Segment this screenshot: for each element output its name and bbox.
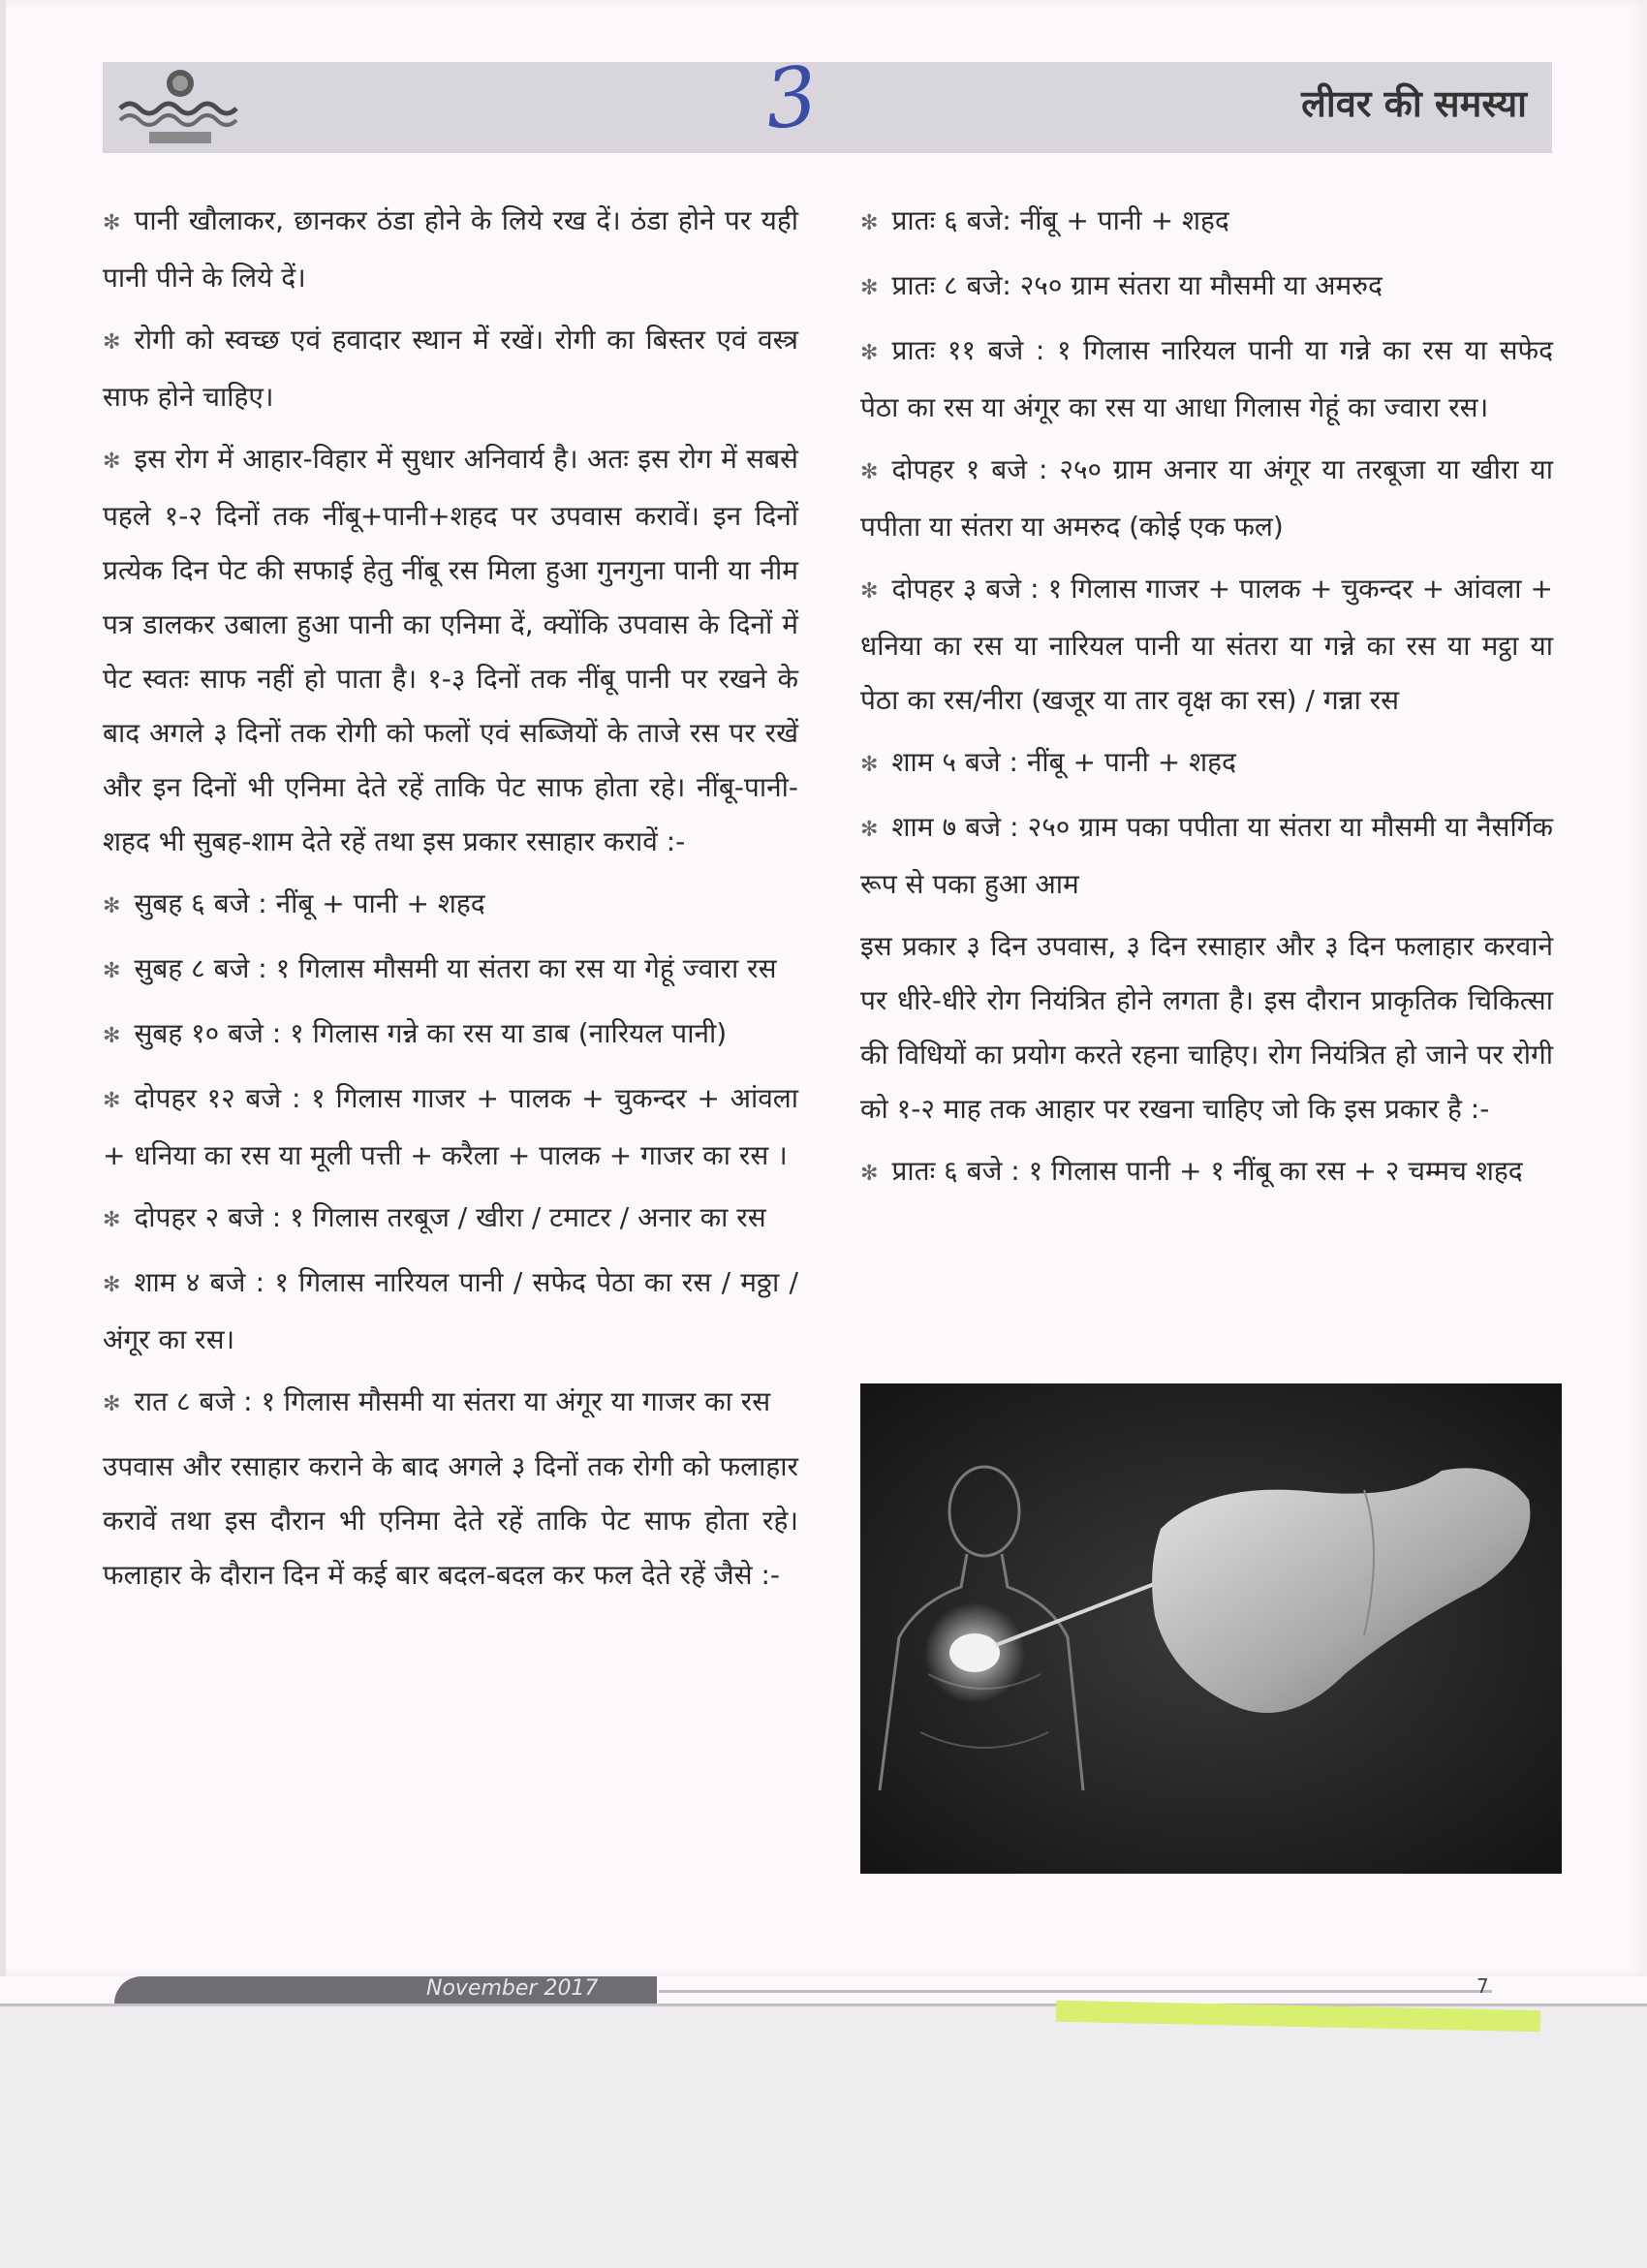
bullet-paragraph: ✻ प्रातः ८ बजे: २५० ग्राम संतरा या मौसमी या अमरुद xyxy=(860,259,1553,316)
bullet-paragraph: ✻ दोपहर १ बजे : २५० ग्राम अनार या अंगूर या तरबूजा या खीरा या पपीता या संतरा या अमरुद (कोई एक फल) xyxy=(860,443,1553,554)
bullet-paragraph: ✻ प्रातः ६ बजे: नींबू + पानी + शहद xyxy=(860,194,1553,251)
lower-sheet xyxy=(0,2004,1647,2268)
bullet-paragraph: ✻ दोपहर २ बजे : १ गिलास तरबूज / खीरा / टमाटर / अनार का रस xyxy=(103,1191,798,1248)
bullet-paragraph: ✻ रोगी को स्वच्छ एवं हवादार स्थान में रखें। रोगी का बिस्तर एवं वस्त्र साफ होने चाहिए। xyxy=(103,313,798,424)
footer-rule xyxy=(659,1990,1492,1993)
liver-illustration xyxy=(860,1383,1562,1874)
bullet-paragraph: ✻ सुबह ८ बजे : १ गिलास मौसमी या संतरा का रस या गेहूं ज्वारा रस xyxy=(103,942,798,999)
bullet-paragraph: ✻ शाम ४ बजे : १ गिलास नारियल पानी / सफेद पेठा का रस / मठ्ठा / अंगूर का रस। xyxy=(103,1256,798,1367)
bullet-paragraph: ✻ प्रातः ११ बजे : १ गिलास नारियल पानी या गन्ने का रस या सफेद पेठा का रस या अंगूर का रस या आधा गिलास गेहूं का ज्वारा रस। xyxy=(860,324,1553,435)
handwritten-page-number: 3 xyxy=(761,47,823,148)
bullet-paragraph: ✻ रात ८ बजे : १ गिलास मौसमी या संतरा या अंगूर या गाजर का रस xyxy=(103,1375,798,1432)
section-title: लीवर की समस्या xyxy=(1301,82,1527,125)
bullet-paragraph: ✻ दोपहर ३ बजे : १ गिलास गाजर + पालक + चुकन्दर + आंवला + धनिया का रस या नारियल पानी या संतरा या गन्ने का रस या मट्ठा या पेठा का रस/नीरा (खजूर या तार वृक्ष का रस) / गन्ना रस xyxy=(860,562,1553,728)
bullet-paragraph: ✻ शाम ५ बजे : नींबू + पानी + शहद xyxy=(860,735,1553,792)
liver-image-icon xyxy=(860,1383,1562,1874)
bullet-paragraph: ✻ इस रोग में आहार-विहार में सुधार अनिवार्य है। अतः इस रोग में सबसे पहले १-२ दिनों तक नींबू+पानी+शहद पर उपवास करावें। इन दिनों प्रत्येक दिन पेट की सफाई हेतु नींबू रस मिला हुआ गुनगुना पानी या नीम पत्र डालकर उबाला हुआ पानी का एनिमा दें, क्योंकि उपवास के दिनों में पेट स्वतः साफ नहीं हो पाता है। १-३ दिनों तक नींबू पानी पर रखने के बाद अगले ३ दिनों तक रोगी को फलों एवं सब्जियों के ताजे रस पर रखें और इन दिनों भी एनिमा देते रहें ताकि पेट साफ होता रहे। नींबू-पानी-शहद भी सुबह-शाम देते रहें तथा इस प्रकार रसाहार करावें :- xyxy=(103,432,798,869)
page-edge xyxy=(0,0,6,1976)
footer-issue: November 2017 xyxy=(426,1976,599,2001)
left-column xyxy=(103,194,798,1610)
footer-page-number: 7 xyxy=(1476,1974,1489,1998)
right-column xyxy=(860,194,1553,1209)
body-paragraph: उपवास और रसाहार कराने के बाद अगले ३ दिनों तक रोगी को फलाहार करावें तथा इस दौरान भी एनिमा देते रहें ताकि पेट साफ होता रहे। फलाहार के दौरान दिन में कई बार बदल-बदल कर फल देते रहें जैसे :- xyxy=(103,1450,798,1591)
body-paragraph: इस प्रकार ३ दिन उपवास, ३ दिन रसाहार और ३ दिन फलाहार करवाने पर धीरे-धीरे रोग नियंत्रित होने लगता है। इस दौरान प्राकृतिक चिकित्सा की विधियों का प्रयोग करते रहना चाहिए। रोग नियंत्रित हो जाने पर रोगी को १-२ माह तक आहार पर रखना चाहिए जो कि इस प्रकार है :- xyxy=(860,930,1553,1125)
bullet-paragraph: ✻ सुबह ६ बजे : नींबू + पानी + शहद xyxy=(103,877,798,934)
bullet-paragraph: ✻ शाम ७ बजे : २५० ग्राम पका पपीता या संतरा या मौसमी या नैसर्गिक रूप से पका हुआ आम xyxy=(860,800,1553,912)
magazine-logo-icon xyxy=(112,62,248,149)
bullet-paragraph: ✻ पानी खौलाकर, छानकर ठंडा होने के लिये रख दें। ठंडा होने पर यही पानी पीने के लिये दें। xyxy=(103,194,798,305)
bullet-paragraph: ✻ प्रातः ६ बजे : १ गिलास पानी + १ नींबू का रस + २ चम्मच शहद xyxy=(860,1144,1553,1201)
bullet-paragraph: ✻ दोपहर १२ बजे : १ गिलास गाजर + पालक + चुकन्दर + आंवला + धनिया का रस या मूली पत्ती + करैला + पालक + गाजर का रस । xyxy=(103,1072,798,1183)
bullet-paragraph: ✻ सुबह १० बजे : १ गिलास गन्ने का रस या डाब (नारियल पानी) xyxy=(103,1007,798,1064)
